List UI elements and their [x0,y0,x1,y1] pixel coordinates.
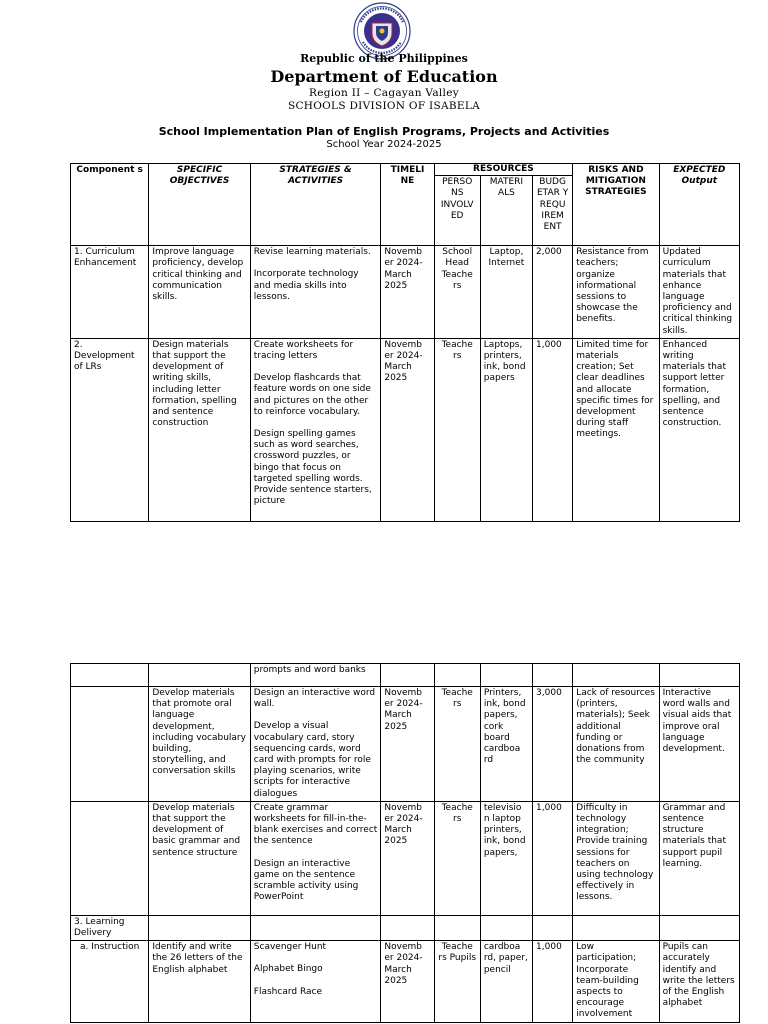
col-header-timeline: TIMELI NE [381,164,434,246]
expected-cell: Grammar and sentence structure materials that support pupil learning. [659,801,739,915]
table-row [71,941,740,1022]
strategy-text: Design an interactive game on the sentence scramble activity using PowerPoint [253,858,359,903]
strategies-cell [250,801,381,915]
risks-cell: Resistance from teachers; organize informational sessions to showcase the benefits. [573,246,659,339]
risks-cell: Limited time for materials creation; Set clear deadlines and allocate specific times for development during staff meetings. [573,338,659,521]
materials-cell: Printers, ink, bond papers, cork board cardboa rd [480,687,532,802]
strategy-text: Develop a visual vocabulary card, story sequencing cards, word card with prompts for role playing scenarios, write scripts for interactive dialogues [253,721,371,799]
timeline-cell: Novemb er 2024-March 2025 [381,941,434,1022]
table-row [71,246,740,339]
col-header-budget: BUDG ETAR Y REQU IREM ENT [533,176,573,246]
col-header-resources: RESOURCES [434,164,573,176]
strategy-text: Incorporate technology and media skills into lessons. [253,269,359,302]
strategies-cell [250,687,381,802]
budget-cell: 1,000 [533,338,573,521]
strategy-text: Revise learning materials. [253,247,371,258]
timeline-cell: Novemb er 2024-March 2025 [381,801,434,915]
timeline-cell: Novemb er 2024-March 2025 [381,246,434,339]
expected-cell: Interactive word walls and visual aids that improve oral language development. [659,687,739,802]
budget-cell: 1,000 [533,801,573,915]
strategies-cell [250,246,381,339]
materials-cell: Laptops, printers, ink, bond papers [480,338,532,521]
timeline-cell: Novemb er 2024-March 2025 [381,338,434,521]
division-line: SCHOOLS DIVISION OF ISABELA [287,100,481,112]
strategy-text: Alphabet Bingo [253,964,323,975]
materials-cell: televisio n laptop printers, ink, bond papers, [480,801,532,915]
strategy-text: Flashcard Race [253,986,323,997]
plan-table-part-2 [70,663,740,1023]
col-header-materials: MATERI ALS [480,176,532,246]
component-cell: 3. Learning Delivery [71,915,149,940]
materials-cell: cardboa rd, paper, pencil [480,941,532,1022]
budget-cell: 2,000 [533,246,573,339]
persons-cell: Teache rs [434,338,480,521]
department-name: Department of Education [270,67,498,86]
objective-cell: Identify and write the 26 letters of the English alphabet [149,941,250,1022]
strategies-cell: prompts and word banks [250,664,381,687]
persons-cell: School Head Teache rs [434,246,480,339]
strategy-text: Create worksheets for tracing letters [253,339,354,362]
strategy-text: Design an interactive word wall. [253,688,376,710]
component-cell: 1. Curriculum Enhancement [71,246,149,339]
table-row [71,338,740,521]
strategy-text: Develop flashcards that feature words on one side and pictures on the other to reinforce vocabulary. [253,373,371,417]
strategy-text: Design spelling games such as word searches, crossword puzzles, or bingo that focus on targeted spelling words. Provide sentence starters, picture [253,429,372,507]
table-row [71,687,740,802]
col-header-components: Component s [71,164,149,246]
timeline-cell: Novemb er 2024-March 2025 [381,687,434,802]
strategy-text: Create grammar worksheets for fill-in-the-blank exercises and correct the sentence [253,802,378,847]
budget-cell: 1,000 [533,941,573,1022]
component-cell: a. Instruction [71,941,149,1022]
school-year: School Year 2024-2025 [326,139,442,150]
risks-cell: Low participation; Incorporate team-building aspects to encourage involvement [573,941,659,1022]
persons-cell: Teache rs [434,687,480,802]
persons-cell: Teache rs [434,801,480,915]
objective-cell: Improve language proficiency, develop critical thinking and communication skills. [149,246,250,339]
col-header-persons: PERSO NS INVOLV ED [434,176,480,246]
objective-cell: Develop materials that support the development of basic grammar and sentence structure [149,801,250,915]
strategy-text: Scavenger Hunt [253,942,327,953]
strategies-cell [250,941,381,1022]
risks-cell: Difficulty in technology integration; Provide training sessions for teachers on using technology effectively in lessons. [573,801,659,915]
plan-table-part-1 [70,163,740,522]
table-row [71,915,740,940]
col-header-strategies: STRATEGIES & ACTIVITIES [250,164,381,246]
table-row [71,664,740,687]
strategies-cell [250,338,381,521]
expected-cell: Pupils can accurately identify and write the letters of the English alphabet [659,941,739,1022]
budget-cell: 3,000 [533,687,573,802]
expected-cell: Enhanced writing materials that support letter formation, spelling, and sentence construction. [659,338,739,521]
risks-cell: Lack of resources (printers, materials); Seek additional funding or donations from the community [573,687,659,802]
persons-cell: Teache rs Pupils [434,941,480,1022]
materials-cell: Laptop, Internet [480,246,532,339]
republic-line: Republic of the Philippines [300,52,468,65]
objective-cell: Design materials that support the development of writing skills, including letter formation, spelling and sentence construction [149,338,250,521]
col-header-expected: EXPECTED Output [659,164,739,246]
document-title: School Implementation Plan of English Programs, Projects and Activities [158,125,610,138]
table-row [71,801,740,915]
col-header-objectives: SPECIFIC OBJECTIVES [149,164,250,246]
region-line: Region II – Cagayan Valley [309,87,459,99]
objective-cell: Develop materials that promote oral language development, including vocabulary building, storytelling, and conversation skills [149,687,250,802]
expected-cell: Updated curriculum materials that enhance language proficiency and critical thinking skills. [659,246,739,339]
component-cell: 2. Development of LRs [71,338,149,521]
col-header-risks: RISKS AND MITIGATION STRATEGIES [573,164,659,246]
